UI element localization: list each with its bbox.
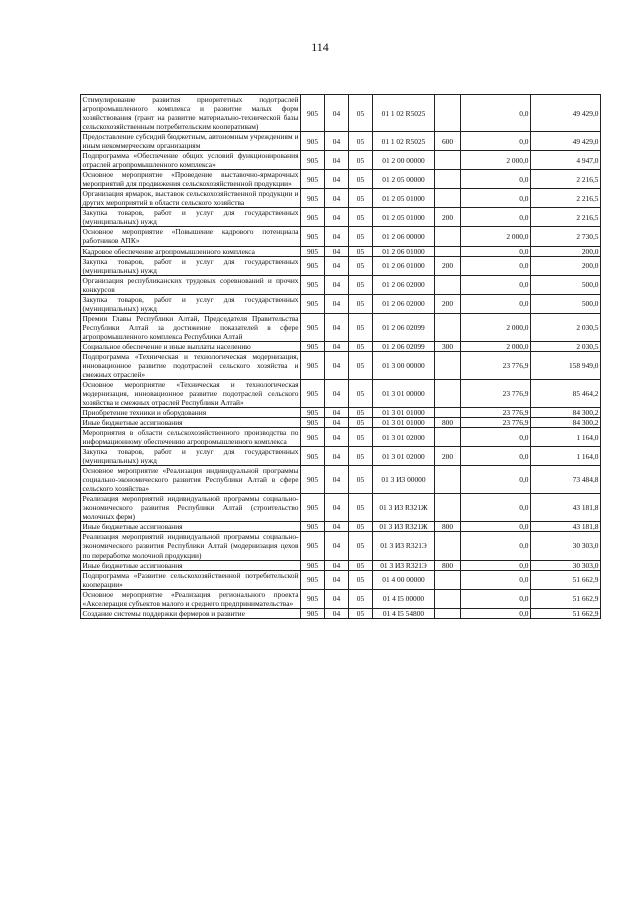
- row-csr: 01 2 06 01000: [373, 246, 435, 256]
- row-amount-2: 51 662,9: [531, 570, 601, 589]
- row-csr: 01 3 И3 00000: [373, 466, 435, 494]
- row-csr: 01 3 01 01000: [373, 418, 435, 428]
- row-amount-2: 2 030,5: [531, 341, 601, 351]
- row-vr: [435, 428, 461, 447]
- table-row: [81, 522, 601, 532]
- table-row: [81, 494, 601, 522]
- row-rz: 04: [325, 132, 349, 151]
- table-row: [81, 313, 601, 341]
- row-gr: 905: [301, 189, 325, 208]
- row-amount-2: 2 730,5: [531, 227, 601, 246]
- row-rz: 04: [325, 95, 349, 132]
- row-gr: 905: [301, 428, 325, 447]
- row-pr: 05: [349, 208, 373, 227]
- table-row: [81, 466, 601, 494]
- row-name: Предоставление субсидий бюджетным, автономным учреждениям и иным некоммерческим организациям: [82, 132, 299, 151]
- row-rz: 04: [325, 275, 349, 294]
- row-vr: [435, 408, 461, 418]
- row-pr: 05: [349, 132, 373, 151]
- row-amount-2: 43 181,8: [531, 494, 601, 522]
- row-rz: 04: [325, 408, 349, 418]
- row-gr: 905: [301, 466, 325, 494]
- row-csr: 01 3 И3 R321Ж: [373, 522, 435, 532]
- row-amount-1: 23 776,9: [461, 351, 531, 379]
- table-row: [81, 351, 601, 379]
- row-rz: 04: [325, 170, 349, 189]
- row-amount-1: 2 000,0: [461, 151, 531, 170]
- row-name: Приобретение техники и оборудования: [81, 408, 301, 418]
- row-rz: 04: [325, 418, 349, 428]
- row-vr: [435, 95, 461, 132]
- row-csr: 01 3 И3 R321Э: [373, 532, 435, 560]
- row-gr: 905: [301, 589, 325, 608]
- row-amount-1: 23 776,9: [461, 408, 531, 418]
- row-vr: [435, 275, 461, 294]
- row-csr: 01 2 05 01000: [373, 208, 435, 227]
- row-amount-2: 200,0: [531, 256, 601, 275]
- row-rz: 04: [325, 532, 349, 560]
- row-gr: 905: [301, 608, 325, 618]
- row-amount-2: 30 303,0: [531, 532, 601, 560]
- row-pr: 05: [349, 341, 373, 351]
- row-name: Закупка товаров, работ и услуг для государственных (муниципальных) нужд: [82, 256, 299, 275]
- row-gr: 905: [301, 418, 325, 428]
- row-amount-2: 49 429,0: [531, 132, 601, 151]
- row-gr: 905: [301, 313, 325, 341]
- row-gr: 905: [301, 351, 325, 379]
- row-vr: [435, 351, 461, 379]
- row-gr: 905: [301, 408, 325, 418]
- row-name: Закупка товаров, работ и услуг для государственных (муниципальных) нужд: [82, 447, 299, 466]
- row-pr: 05: [349, 170, 373, 189]
- row-amount-2: 2 030,5: [531, 313, 601, 341]
- row-vr: 800: [435, 522, 461, 532]
- row-amount-2: 500,0: [531, 294, 601, 313]
- row-rz: 04: [325, 313, 349, 341]
- row-amount-2: 49 429,0: [531, 95, 601, 132]
- row-name: Основное мероприятие «Проведение выставочно-ярмарочных мероприятий для продвижения сельскохозяйственной продукции»: [82, 170, 299, 189]
- row-pr: 05: [349, 351, 373, 379]
- row-gr: 905: [301, 294, 325, 313]
- row-name: Иные бюджетные ассигнования: [81, 418, 301, 428]
- row-csr: 01 2 06 02000: [373, 275, 435, 294]
- row-amount-1: 0,0: [461, 208, 531, 227]
- row-vr: [435, 246, 461, 256]
- row-amount-2: 2 216,5: [531, 170, 601, 189]
- row-vr: [435, 227, 461, 246]
- row-name: Премии Главы Республики Алтай, Председателя Правительства Республики Алтай за достижение показателей в сфере агропромышленного комплекса Республики Алтай: [82, 313, 299, 341]
- table-row: [81, 570, 601, 589]
- table-row: [81, 379, 601, 407]
- row-amount-2: 2 216,5: [531, 208, 601, 227]
- row-csr: 01 3 01 00000: [373, 379, 435, 407]
- row-gr: 905: [301, 494, 325, 522]
- row-pr: 05: [349, 256, 373, 275]
- row-csr: 01 2 06 02099: [373, 313, 435, 341]
- row-pr: 05: [349, 313, 373, 341]
- page-number: 114: [311, 40, 329, 54]
- table-row: [81, 208, 601, 227]
- table-row: [81, 246, 601, 256]
- row-rz: 04: [325, 560, 349, 570]
- row-amount-1: 0,0: [461, 246, 531, 256]
- table-row: [81, 151, 601, 170]
- table-row: [81, 608, 601, 618]
- row-amount-1: 0,0: [461, 428, 531, 447]
- row-pr: 05: [349, 95, 373, 132]
- row-csr: 01 3 И3 R321Ж: [373, 494, 435, 522]
- row-csr: 01 2 06 02000: [373, 294, 435, 313]
- row-name: Основное мероприятие «Повышение кадрового потенциала работников АПК»: [82, 227, 299, 246]
- row-rz: 04: [325, 151, 349, 170]
- row-pr: 05: [349, 418, 373, 428]
- row-amount-1: 0,0: [461, 570, 531, 589]
- row-csr: 01 2 05 00000: [373, 170, 435, 189]
- row-rz: 04: [325, 466, 349, 494]
- row-pr: 05: [349, 560, 373, 570]
- row-csr: 01 2 06 00000: [373, 227, 435, 246]
- row-gr: 905: [301, 341, 325, 351]
- row-gr: 905: [301, 256, 325, 275]
- row-amount-1: 0,0: [461, 189, 531, 208]
- row-pr: 05: [349, 151, 373, 170]
- row-amount-1: 0,0: [461, 560, 531, 570]
- row-gr: 905: [301, 560, 325, 570]
- row-pr: 05: [349, 294, 373, 313]
- row-vr: [435, 570, 461, 589]
- row-name: Стимулирование развития приоритетных подотраслей агропромышленного комплекса и развитие малых форм хозяйствования (грант на развитие материально-технической базы сельскохозяйственным потребительским кооперативам): [82, 95, 299, 132]
- row-pr: 05: [349, 532, 373, 560]
- row-gr: 905: [301, 447, 325, 466]
- row-vr: [435, 151, 461, 170]
- row-name: Кадровое обеспечение агропромышленного комплекса: [81, 246, 301, 256]
- row-amount-2: 2 216,5: [531, 189, 601, 208]
- row-rz: 04: [325, 428, 349, 447]
- row-name: Организация ярмарок, выставок сельскохозяйственной продукции и других мероприятий в области сельского хозяйства: [82, 189, 299, 208]
- row-amount-2: 1 164,0: [531, 447, 601, 466]
- table-row: [81, 341, 601, 351]
- row-pr: 05: [349, 408, 373, 418]
- row-gr: 905: [301, 246, 325, 256]
- row-name: Реализация мероприятий индивидуальной программы социально-экономического развития Республики Алтай (модернизация цехов по переработке молочной продукции): [82, 532, 299, 560]
- row-pr: 05: [349, 275, 373, 294]
- row-csr: 01 2 06 01000: [373, 256, 435, 275]
- row-amount-1: 2 000,0: [461, 313, 531, 341]
- row-amount-1: 0,0: [461, 275, 531, 294]
- row-amount-1: 23 776,9: [461, 379, 531, 407]
- row-gr: 905: [301, 275, 325, 294]
- budget-table: [80, 94, 601, 619]
- row-amount-2: 51 662,9: [531, 589, 601, 608]
- row-name: Основное мероприятие «Реализация индивидуальной программы социально-экономического развития Республики Алтай в сфере сельского хозяйства»: [82, 466, 299, 494]
- row-name: Иные бюджетные ассигнования: [81, 522, 301, 532]
- row-vr: [435, 170, 461, 189]
- row-csr: 01 4 I5 54800: [373, 608, 435, 618]
- row-vr: 800: [435, 418, 461, 428]
- row-amount-1: 0,0: [461, 608, 531, 618]
- table-body: [81, 95, 601, 619]
- row-name: Организация республиканских трудовых соревнований и прочих конкурсов: [82, 275, 299, 294]
- row-vr: [435, 466, 461, 494]
- row-csr: 01 4 00 00000: [373, 570, 435, 589]
- row-gr: 905: [301, 132, 325, 151]
- row-vr: [435, 494, 461, 522]
- row-vr: 200: [435, 256, 461, 275]
- row-name: Основное мероприятие «Реализация регионального проекта «Акселерация субъектов малого и среднего предпринимательства»: [82, 589, 299, 608]
- row-vr: [435, 313, 461, 341]
- row-csr: 01 3 01 02000: [373, 447, 435, 466]
- row-amount-2: 84 300,2: [531, 418, 601, 428]
- row-amount-1: 0,0: [461, 170, 531, 189]
- row-vr: 200: [435, 447, 461, 466]
- row-amount-2: 43 181,8: [531, 522, 601, 532]
- row-pr: 05: [349, 189, 373, 208]
- row-rz: 04: [325, 351, 349, 379]
- row-amount-2: 73 484,8: [531, 466, 601, 494]
- row-gr: 905: [301, 170, 325, 189]
- row-pr: 05: [349, 522, 373, 532]
- row-vr: 800: [435, 560, 461, 570]
- row-pr: 05: [349, 227, 373, 246]
- row-pr: 05: [349, 428, 373, 447]
- row-gr: 905: [301, 522, 325, 532]
- row-csr: 01 4 I5 00000: [373, 589, 435, 608]
- row-name: Мероприятия в области сельскохозяйственного производства по информационному обеспечению агропромышленного комплекса: [82, 428, 299, 447]
- row-amount-1: 0,0: [461, 466, 531, 494]
- row-vr: [435, 589, 461, 608]
- table-row: [81, 294, 601, 313]
- row-amount-1: 0,0: [461, 522, 531, 532]
- row-pr: 05: [349, 447, 373, 466]
- table-row: [81, 275, 601, 294]
- row-amount-1: 2 000,0: [461, 227, 531, 246]
- row-amount-2: 84 300,2: [531, 408, 601, 418]
- row-name: Иные бюджетные ассигнования: [81, 560, 301, 570]
- row-csr: 01 3 01 02000: [373, 428, 435, 447]
- row-rz: 04: [325, 570, 349, 589]
- row-gr: 905: [301, 379, 325, 407]
- row-name: Закупка товаров, работ и услуг для государственных (муниципальных) нужд: [82, 294, 299, 313]
- row-name: Основное мероприятие «Техническая и технологическая модернизация, инновационное развитие подотраслей сельского хозяйства и смежных отраслей Республики Алтай»: [82, 379, 299, 407]
- row-name: Социальное обеспечение и иные выплаты населению: [81, 341, 301, 351]
- row-rz: 04: [325, 227, 349, 246]
- row-amount-1: 0,0: [461, 589, 531, 608]
- row-vr: [435, 608, 461, 618]
- row-rz: 04: [325, 208, 349, 227]
- row-gr: 905: [301, 570, 325, 589]
- table-row: [81, 428, 601, 447]
- row-csr: 01 3 И3 R321Э: [373, 560, 435, 570]
- row-rz: 04: [325, 494, 349, 522]
- row-amount-2: 500,0: [531, 275, 601, 294]
- row-amount-2: 1 164,0: [531, 428, 601, 447]
- row-amount-1: 0,0: [461, 256, 531, 275]
- table-row: [81, 589, 601, 608]
- row-amount-2: 85 464,2: [531, 379, 601, 407]
- row-vr: [435, 189, 461, 208]
- row-vr: [435, 379, 461, 407]
- row-pr: 05: [349, 494, 373, 522]
- row-amount-2: 51 662,9: [531, 608, 601, 618]
- table-row: [81, 132, 601, 151]
- table-row: [81, 256, 601, 275]
- row-name: Подпрограмма «Обеспечение общих условий функционирования отраслей агропромышленного комплекса»: [82, 151, 299, 170]
- table-row: [81, 227, 601, 246]
- row-csr: 01 2 05 01000: [373, 189, 435, 208]
- table-row: [81, 189, 601, 208]
- table-row: [81, 532, 601, 560]
- row-rz: 04: [325, 522, 349, 532]
- row-amount-1: 0,0: [461, 294, 531, 313]
- row-csr: 01 2 06 02099: [373, 341, 435, 351]
- row-amount-1: 0,0: [461, 95, 531, 132]
- row-amount-2: 200,0: [531, 246, 601, 256]
- row-rz: 04: [325, 379, 349, 407]
- row-rz: 04: [325, 189, 349, 208]
- row-amount-1: 0,0: [461, 132, 531, 151]
- row-vr: 300: [435, 341, 461, 351]
- row-rz: 04: [325, 447, 349, 466]
- row-pr: 05: [349, 246, 373, 256]
- row-rz: 04: [325, 608, 349, 618]
- row-amount-1: 2 000,0: [461, 341, 531, 351]
- row-csr: 01 1 02 R5025: [373, 132, 435, 151]
- row-name: Подпрограмма «Техническая и технологическая модернизация, инновационное развитие подотраслей сельского хозяйства и смежных отраслей»: [82, 351, 299, 379]
- table-row: [81, 447, 601, 466]
- row-gr: 905: [301, 151, 325, 170]
- row-pr: 05: [349, 589, 373, 608]
- table-row: [81, 408, 601, 418]
- row-name: Подпрограмма «Развитие сельскохозяйственной потребительской кооперации»: [82, 570, 299, 589]
- table-row: [81, 418, 601, 428]
- row-vr: [435, 532, 461, 560]
- row-amount-2: 30 303,0: [531, 560, 601, 570]
- row-rz: 04: [325, 294, 349, 313]
- row-amount-1: 0,0: [461, 494, 531, 522]
- row-name: Закупка товаров, работ и услуг для государственных (муниципальных) нужд: [82, 208, 299, 227]
- row-csr: 01 2 00 00000: [373, 151, 435, 170]
- row-gr: 905: [301, 532, 325, 560]
- row-amount-1: 0,0: [461, 447, 531, 466]
- row-pr: 05: [349, 379, 373, 407]
- row-csr: 01 3 01 01000: [373, 408, 435, 418]
- row-gr: 905: [301, 95, 325, 132]
- row-csr: 01 1 02 R5025: [373, 95, 435, 132]
- row-rz: 04: [325, 256, 349, 275]
- row-rz: 04: [325, 589, 349, 608]
- row-vr: 200: [435, 294, 461, 313]
- row-rz: 04: [325, 246, 349, 256]
- table-row: [81, 95, 601, 132]
- row-gr: 905: [301, 227, 325, 246]
- row-amount-2: 4 947,0: [531, 151, 601, 170]
- row-pr: 05: [349, 608, 373, 618]
- row-pr: 05: [349, 466, 373, 494]
- row-rz: 04: [325, 341, 349, 351]
- row-amount-1: 23 776,9: [461, 418, 531, 428]
- row-name: Реализация мероприятий индивидуальной программы социально-экономического развития Республики Алтай (строительство молочных ферм): [82, 494, 299, 522]
- row-name: Создание системы поддержки фермеров и развитие: [81, 608, 301, 618]
- row-amount-1: 0,0: [461, 532, 531, 560]
- table-row: [81, 560, 601, 570]
- row-csr: 01 3 00 00000: [373, 351, 435, 379]
- row-vr: 600: [435, 132, 461, 151]
- row-pr: 05: [349, 570, 373, 589]
- row-vr: 200: [435, 208, 461, 227]
- row-gr: 905: [301, 208, 325, 227]
- row-amount-2: 158 949,0: [531, 351, 601, 379]
- table-row: [81, 170, 601, 189]
